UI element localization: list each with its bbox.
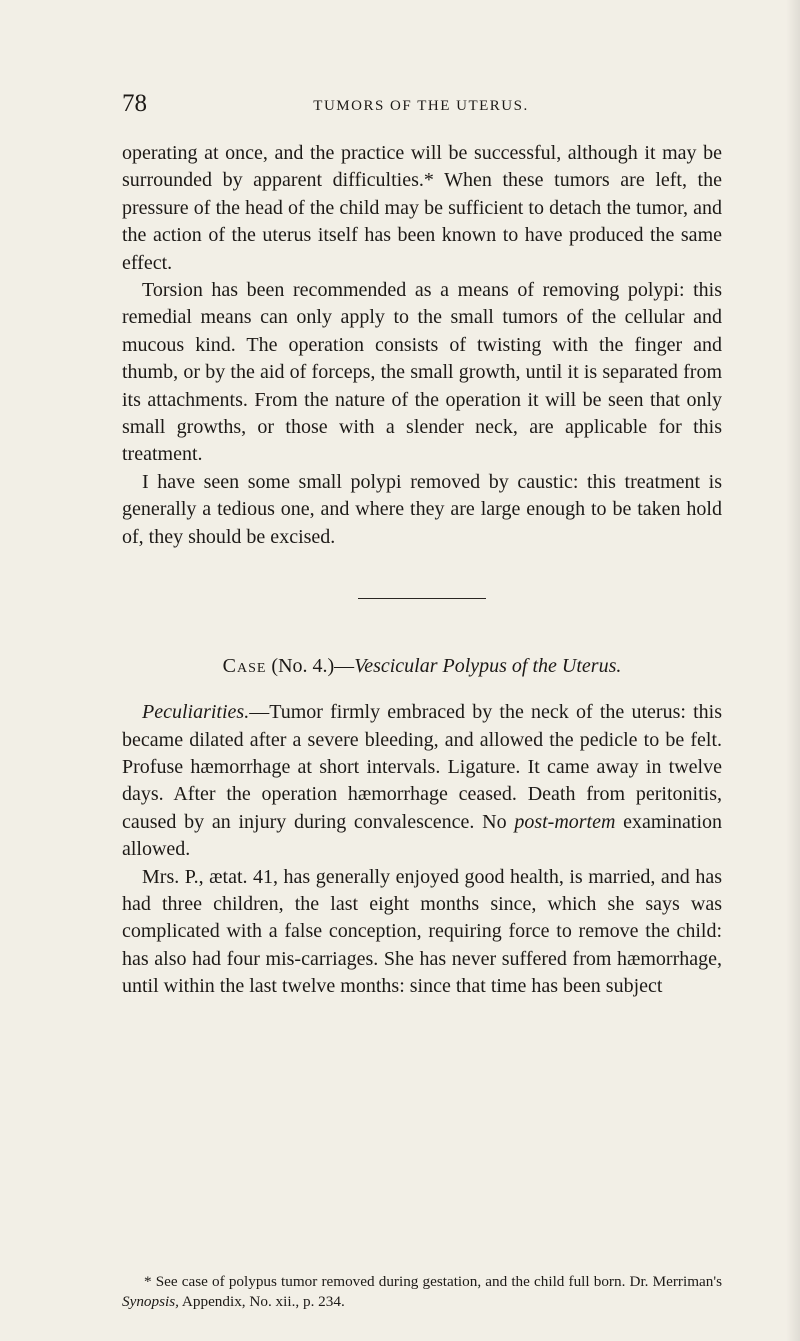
case-number: (No. 4.)— [271,655,355,678]
case-heading [122,653,722,680]
page-edge-shadow [786,0,800,1341]
paragraph-caustic: I have seen some small polypi removed by caustic: this treatment is generally a tedious one, and where they are large enough to be taken hold of, they should be excised. [122,470,722,548]
footnote-text-after: Appendix, No. xii., p. 234. [178,1293,345,1310]
running-head: TUMORS OF THE UTERUS. [313,98,529,114]
footnote-text-before: * See case of polypus tumor removed during gestation, and the child full born. Dr. Merriman's [144,1273,722,1290]
footnote-italic: Synopsis, [122,1293,179,1310]
footnote-text [122,1272,722,1312]
paragraph-peculiarities [122,699,722,863]
footnote [122,1272,722,1312]
paragraph-continuation: operating at once, and the practice will be successful, although it may be surrounded by apparent difficulties.* When these tumors are left, the pressure of the head of the child may be sufficient to detach the tumor, and the action of the uterus itself has been known to have produced the same effect. [122,142,722,274]
paragraph-torsion: Torsion has been recommended as a means of removing polypi: this remedial means can only apply to the small tumors of the cellular and mucous kind. The operation consists of twisting with the finger and thumb, or by the aid of forceps, the small growth, until it is separated from its attachments. From the nature of the operation it will be seen that only small growths, or those with a slender neck, are applicable for this treatment. [122,279,722,466]
peculiarities-label: Peculiarities. [142,701,250,724]
peculiarities-text: —Tumor firmly embraced by the neck of the uterus: this became dilated after a severe bleeding, and allowed the pedicle to be felt. Profuse hæmorrhage at short intervals. Ligature. It came away in twelve days. After the operation hæmorrhage ceased. Death from peritonitis, caused by an injury during convalescence. No [122,701,722,833]
page-header [122,90,720,120]
page-number: 78 [122,90,147,117]
page-body [122,140,722,1001]
paragraph-case-history: Mrs. P., ætat. 41, has generally enjoyed good health, is married, and has had three children, the last eight months since, which she says was complicated with a false conception, requiring force to remove the child: has also had four mis-carriages. She has never suffered from hæmorrhage, until within the last twelve months: since that time has been subject [122,865,722,998]
peculiarities-end: examination allowed. [122,810,723,861]
post-mortem-term: post-mortem [514,810,616,833]
case-title: Vescicular Polypus of the Uterus. [354,655,622,678]
case-label: Case [222,655,267,678]
section-divider [358,598,486,599]
